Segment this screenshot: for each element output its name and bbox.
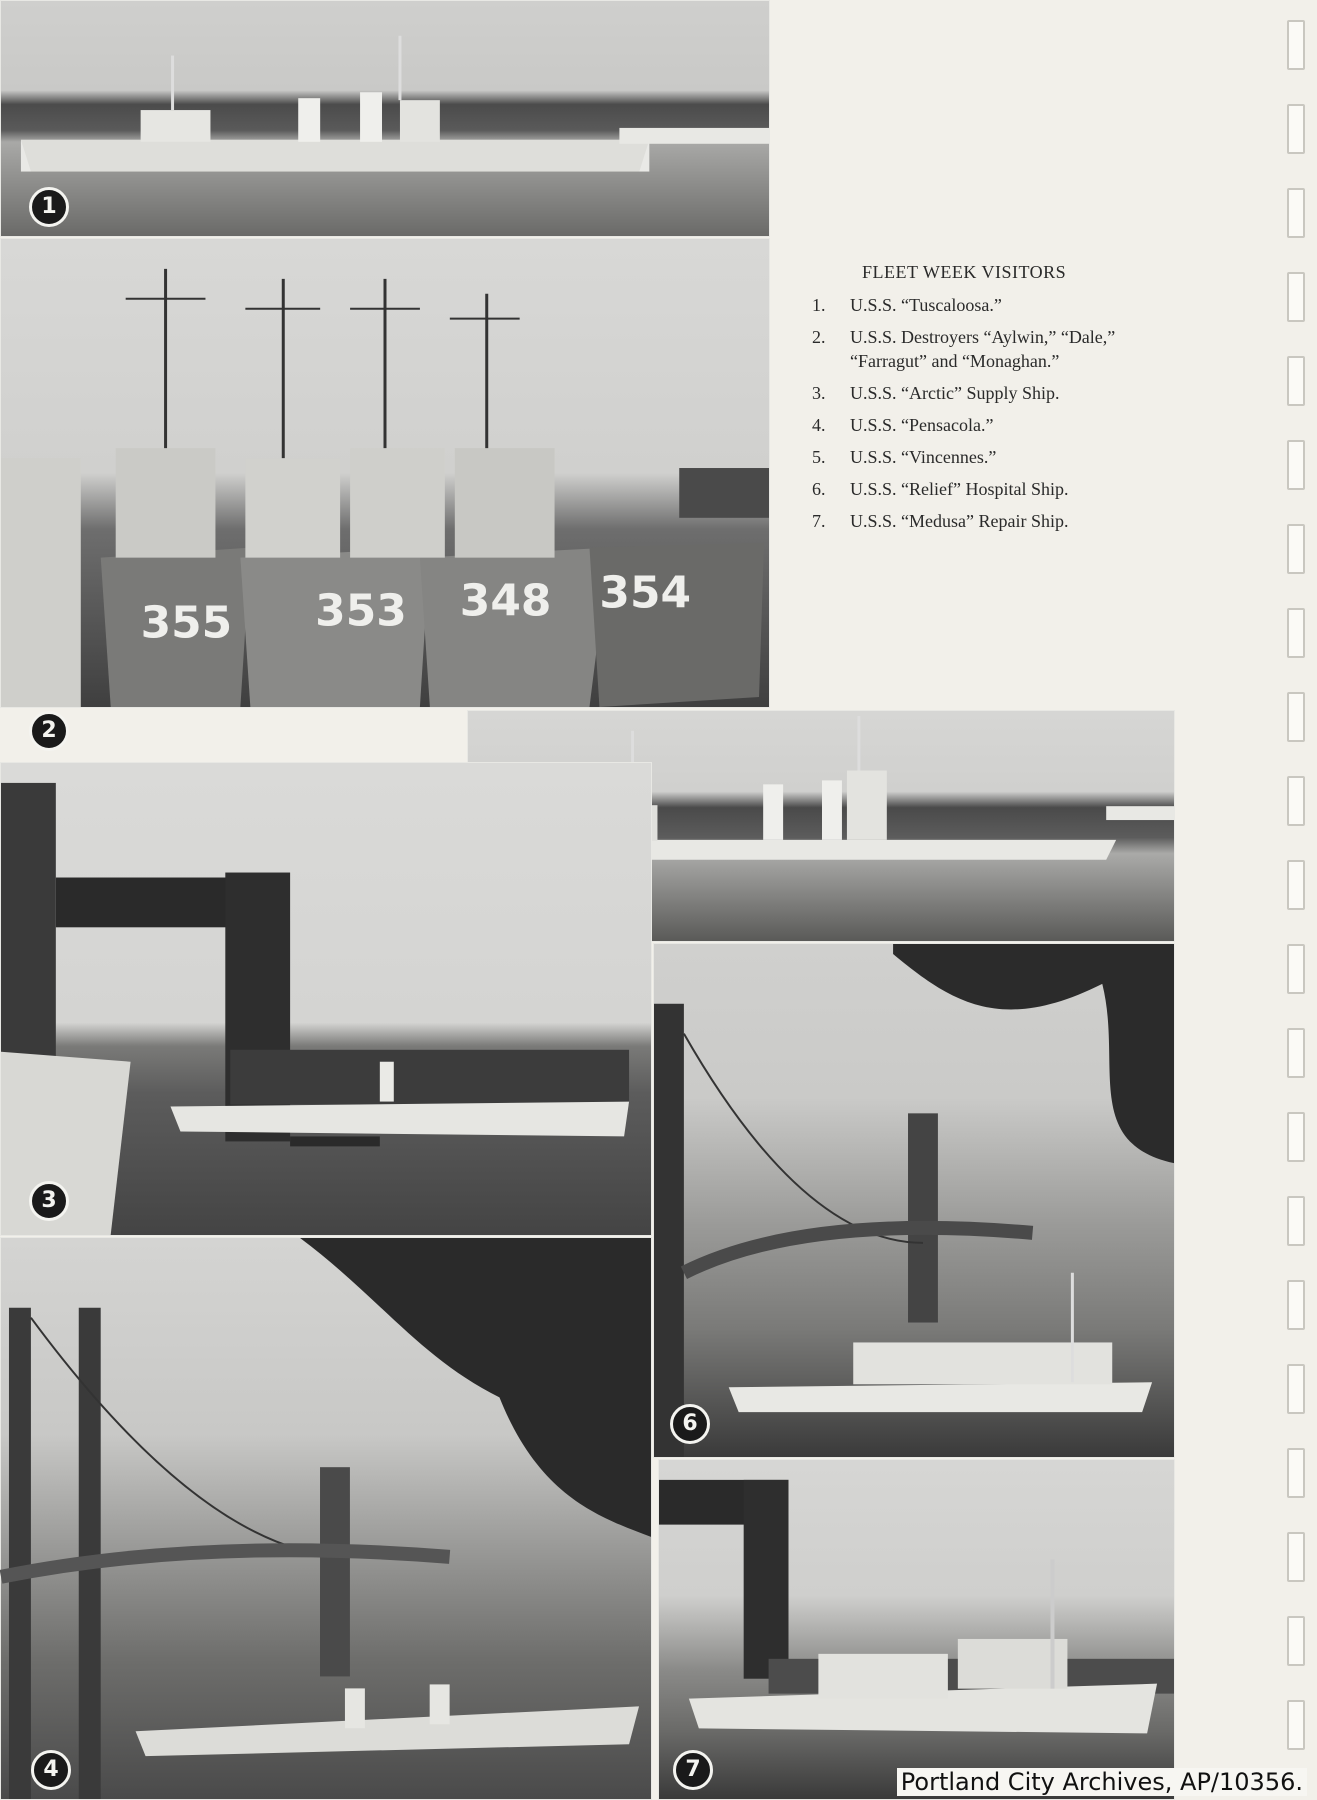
photo-relief-hospital-ship [653, 943, 1175, 1458]
tuscaloosa-ship-illustration [1, 1, 769, 236]
list-item-text: U.S.S. “Vincennes.” [850, 447, 997, 467]
list-item-number: 1. [812, 295, 826, 315]
binding-hole [1287, 1616, 1305, 1666]
list-item-number: 7. [812, 511, 826, 531]
hull-number-348: 348 [459, 575, 552, 627]
binding-hole [1287, 608, 1305, 658]
binding-hole [1287, 1700, 1305, 1750]
binding-hole [1287, 1280, 1305, 1330]
binding-hole [1287, 944, 1305, 994]
list-item-number: 3. [812, 383, 826, 403]
photo-number-badge: 2 [29, 711, 69, 751]
binding-hole [1287, 440, 1305, 490]
binding-hole [1287, 104, 1305, 154]
photo-medusa-repair-ship [658, 1459, 1175, 1800]
photo-number-badge: 7 [673, 1750, 713, 1790]
list-item-text: U.S.S. “Tuscaloosa.” [850, 295, 1002, 315]
binding-holes [1287, 20, 1305, 1800]
fleet-week-caption [812, 262, 1152, 541]
list-item-number: 6. [812, 479, 826, 499]
hull-number-355: 355 [140, 597, 233, 649]
medusa-bridge-illustration [659, 1460, 1174, 1799]
list-item [812, 293, 1152, 317]
pensacola-bridge-illustration [1, 1238, 651, 1799]
list-item-number: 4. [812, 415, 826, 435]
caption-title: FLEET WEEK VISITORS [862, 262, 1067, 282]
list-item-text: U.S.S. “Arctic” Supply Ship. [850, 383, 1060, 403]
list-item [812, 445, 1152, 469]
photo-number-badge: 1 [29, 187, 69, 227]
photo-number-badge: 6 [670, 1404, 710, 1444]
arctic-bridge-illustration [1, 763, 651, 1235]
binding-hole [1287, 1196, 1305, 1246]
list-item [812, 381, 1152, 405]
visitor-list [812, 293, 1152, 533]
binding-hole [1287, 776, 1305, 826]
binding-hole [1287, 356, 1305, 406]
list-item-text: U.S.S. Destroyers “Aylwin,” “Dale,” “Farragut” and “Monaghan.” [850, 327, 1116, 371]
photo-number-badge: 3 [29, 1181, 69, 1221]
binding-hole [1287, 1532, 1305, 1582]
list-item [812, 325, 1152, 373]
binding-hole [1287, 860, 1305, 910]
binding-hole [1287, 1364, 1305, 1414]
binding-hole [1287, 1448, 1305, 1498]
list-item-text: U.S.S. “Relief” Hospital Ship. [850, 479, 1069, 499]
binding-hole [1287, 188, 1305, 238]
relief-bridge-illustration [654, 944, 1174, 1457]
photo-pensacola [0, 1237, 652, 1800]
list-item [812, 413, 1152, 437]
binding-hole [1287, 272, 1305, 322]
list-item-text: U.S.S. “Medusa” Repair Ship. [850, 511, 1069, 531]
list-item-text: U.S.S. “Pensacola.” [850, 415, 994, 435]
list-item-number: 5. [812, 447, 826, 467]
destroyers-illustration [1, 239, 769, 707]
hull-number-354: 354 [599, 567, 692, 619]
binding-hole [1287, 692, 1305, 742]
photo-destroyers [0, 238, 770, 743]
list-item [812, 509, 1152, 533]
archive-credit: Portland City Archives, AP/10356. [897, 1768, 1307, 1796]
photo-arctic-supply-ship [0, 762, 652, 1236]
list-item-number: 2. [812, 327, 826, 347]
photo-tuscaloosa [0, 0, 770, 237]
binding-hole [1287, 20, 1305, 70]
binding-hole [1287, 1112, 1305, 1162]
photo-number-badge: 4 [31, 1750, 71, 1790]
hull-number-353: 353 [315, 585, 407, 637]
list-item [812, 477, 1152, 501]
binding-hole [1287, 524, 1305, 574]
binding-hole [1287, 1028, 1305, 1078]
